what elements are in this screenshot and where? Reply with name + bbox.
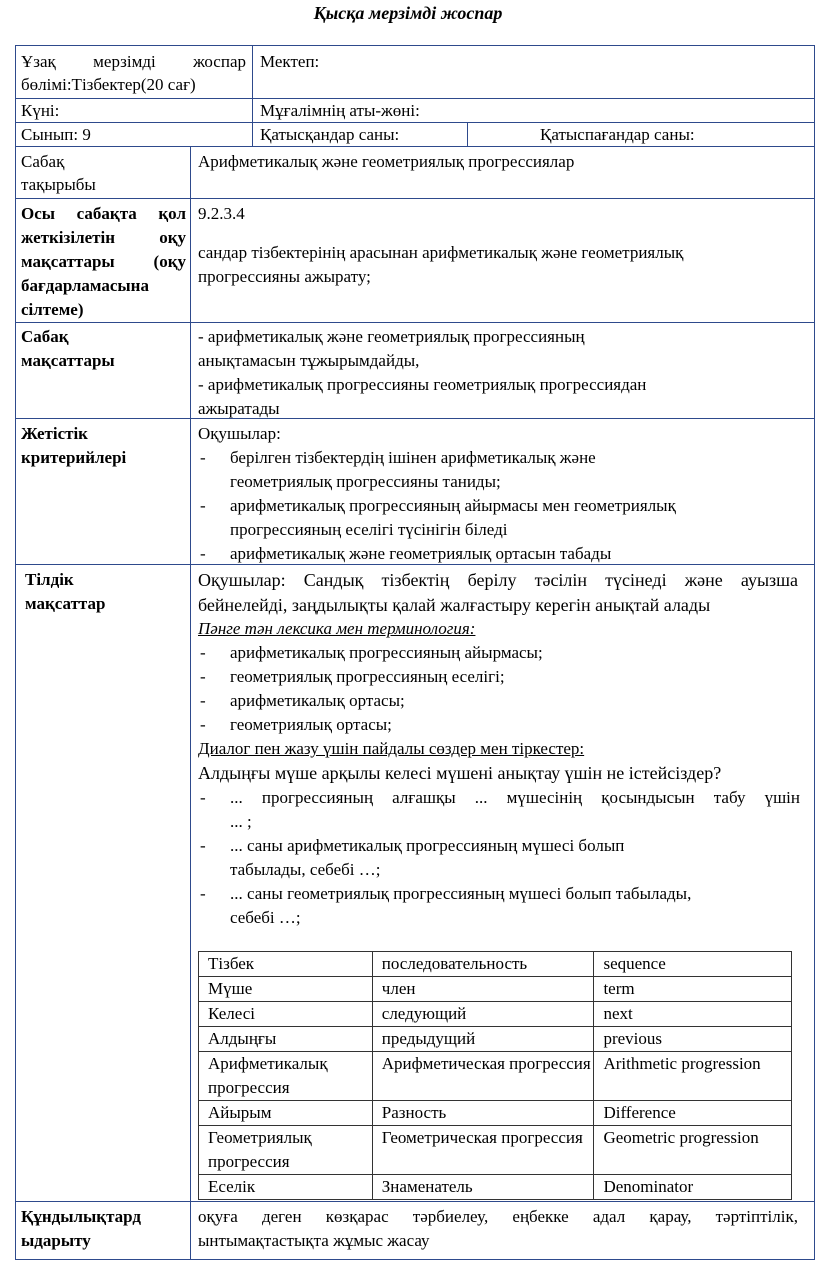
table-cell: Алдыңғы [199,1027,373,1052]
dialog-item: ... прогрессияның алғашқы ... мүшесінің қосындысын табу үшін ... ; [230,788,800,831]
school-field: Мектеп: [260,52,320,71]
table-cell: Мүше [199,977,373,1002]
column-divider [190,146,191,1260]
row-divider [15,1201,815,1202]
table-cell: Разность [372,1101,594,1126]
bullet-dash: - [200,884,206,903]
table-cell: Арифметикалық прогрессия [199,1052,373,1101]
table-cell: Знаменатель [372,1175,594,1200]
class-field: Сынып: 9 [21,125,91,144]
topic-value: Арифметикалық және геометриялық прогрессиялар [198,152,575,171]
present-field: Қатысқандар саны: [260,125,400,144]
table-cell: Тізбек [199,952,373,977]
vocab-item: арифметикалық прогрессияның айырмасы; [230,643,543,662]
table-cell: Difference [594,1101,792,1126]
vocab-item: геометриялық прогрессияның еселігі; [230,667,505,686]
table-row [199,1002,792,1027]
teacher-field: Мұғалімнің аты-жөні: [260,101,420,120]
table-cell: sequence [594,952,792,977]
table-cell: Геометрическая прогрессия [372,1126,594,1175]
lesson-goals-label: Сабақ мақсаттары [21,327,115,370]
bullet-dash: - [200,448,206,467]
table-cell: Арифметическая прогрессия [372,1052,594,1101]
table-cell: Еселік [199,1175,373,1200]
lesson-goals-text: - арифметикалық және геометриялық прогрессияның анықтамасын тұжырымдайды, - арифметикалық прогрессияны геометриялық прогрессиядан ажыратады [198,327,647,418]
criteria-label: Жетістік критерийлері [21,424,127,467]
dialog-question: Алдыңғы мүше арқылы келесі мүшені анықтау үшін не істейсіздер? [198,763,722,783]
table-row [199,1052,792,1101]
language-label: Тілдік мақсаттар [25,570,106,613]
objectives-text: прогрессияны ажырату; [198,267,371,286]
dialog-item: ... саны арифметикалық прогрессияның мүшесі болып табылады, себебі …; [230,836,625,879]
section-label-line2: бөлімі:Тізбектер(20 сағ) [21,75,196,94]
bullet-dash: - [200,788,206,807]
table-cell: next [594,1002,792,1027]
language-intro: бейнелейді, заңдылықты қалай жалғастыру керегін анықтай алады [198,595,711,615]
table-cell: член [372,977,594,1002]
vocabulary-table [198,951,792,1200]
table-row [199,1027,792,1052]
column-divider [252,45,253,146]
language-intro: Оқушылар: Сандық тізбектің берілу тәсілін түсінеді және ауызша [198,570,798,590]
row-divider [15,322,815,323]
table-cell: term [594,977,792,1002]
table-cell: Келесі [199,1002,373,1027]
values-text: оқуға деген көзқарас тәрбиелеу, еңбекке адал қарау, тәртіптілік, [198,1207,798,1226]
table-row [199,1101,792,1126]
bullet-dash: - [200,691,206,710]
column-divider [467,122,468,146]
date-field: Күні: [21,101,60,120]
bullet-dash: - [200,496,206,515]
criteria-item: арифметикалық және геометриялық ортасын табады [230,544,612,563]
bullet-dash: - [200,667,206,686]
table-cell: Denominator [594,1175,792,1200]
criteria-intro: Оқушылар: [198,424,281,443]
table-row [199,1175,792,1200]
dialog-item: ... саны геометриялық прогрессияның мүшесі болып табылады, себебі …; [230,884,692,927]
topic-label: Сабақ [21,152,65,171]
vocab-item: арифметикалық ортасы; [230,691,405,710]
bullet-dash: - [200,836,206,855]
table-cell: Arithmetic progression [594,1052,792,1101]
row-divider [15,146,815,147]
values-label: Құндылықтард ыдарыту [21,1207,141,1250]
bullet-dash: - [200,544,206,563]
objectives-label: Осы сабақта қол жеткізілетін оқу мақсаттары (оқу бағдарламасына сілтеме) [21,204,186,319]
row-divider [15,198,815,199]
table-cell: Geometric progression [594,1126,792,1175]
table-cell: следующий [372,1002,594,1027]
topic-label: тақырыбы [21,175,96,194]
table-cell: предыдущий [372,1027,594,1052]
table-cell: последовательность [372,952,594,977]
absent-field: Қатыспағандар саны: [540,125,695,144]
section-label-line1: Ұзақ мерзімді жоспар [21,52,246,71]
bullet-dash: - [200,643,206,662]
table-cell: previous [594,1027,792,1052]
page-title: Қысқа мерзімді жоспар [313,3,503,23]
criteria-item: берілген тізбектердің ішінен арифметикалық және геометриялық прогрессияны таниды; [230,448,596,491]
table-row [199,952,792,977]
dialog-heading: Диалог пен жазу үшін пайдалы сөздер мен тіркестер: [198,739,585,758]
objectives-code: 9.2.3.4 [198,204,245,223]
criteria-item: арифметикалық прогрессияның айырмасы мен геометриялық прогрессияның еселігі түсінігін біледі [230,496,676,539]
objectives-text: сандар тізбектерінің арасынан арифметикалық және геометриялық [198,243,684,262]
table-cell: Геометриялық прогрессия [199,1126,373,1175]
table-row [199,977,792,1002]
table-row [199,1126,792,1175]
bullet-dash: - [200,715,206,734]
vocab-item: геометриялық ортасы; [230,715,392,734]
vocab-heading: Пәнге тән лексика мен терминология: [198,619,476,638]
values-text: ынтымақтастықта жұмыс жасау [198,1231,430,1250]
table-cell: Айырым [199,1101,373,1126]
